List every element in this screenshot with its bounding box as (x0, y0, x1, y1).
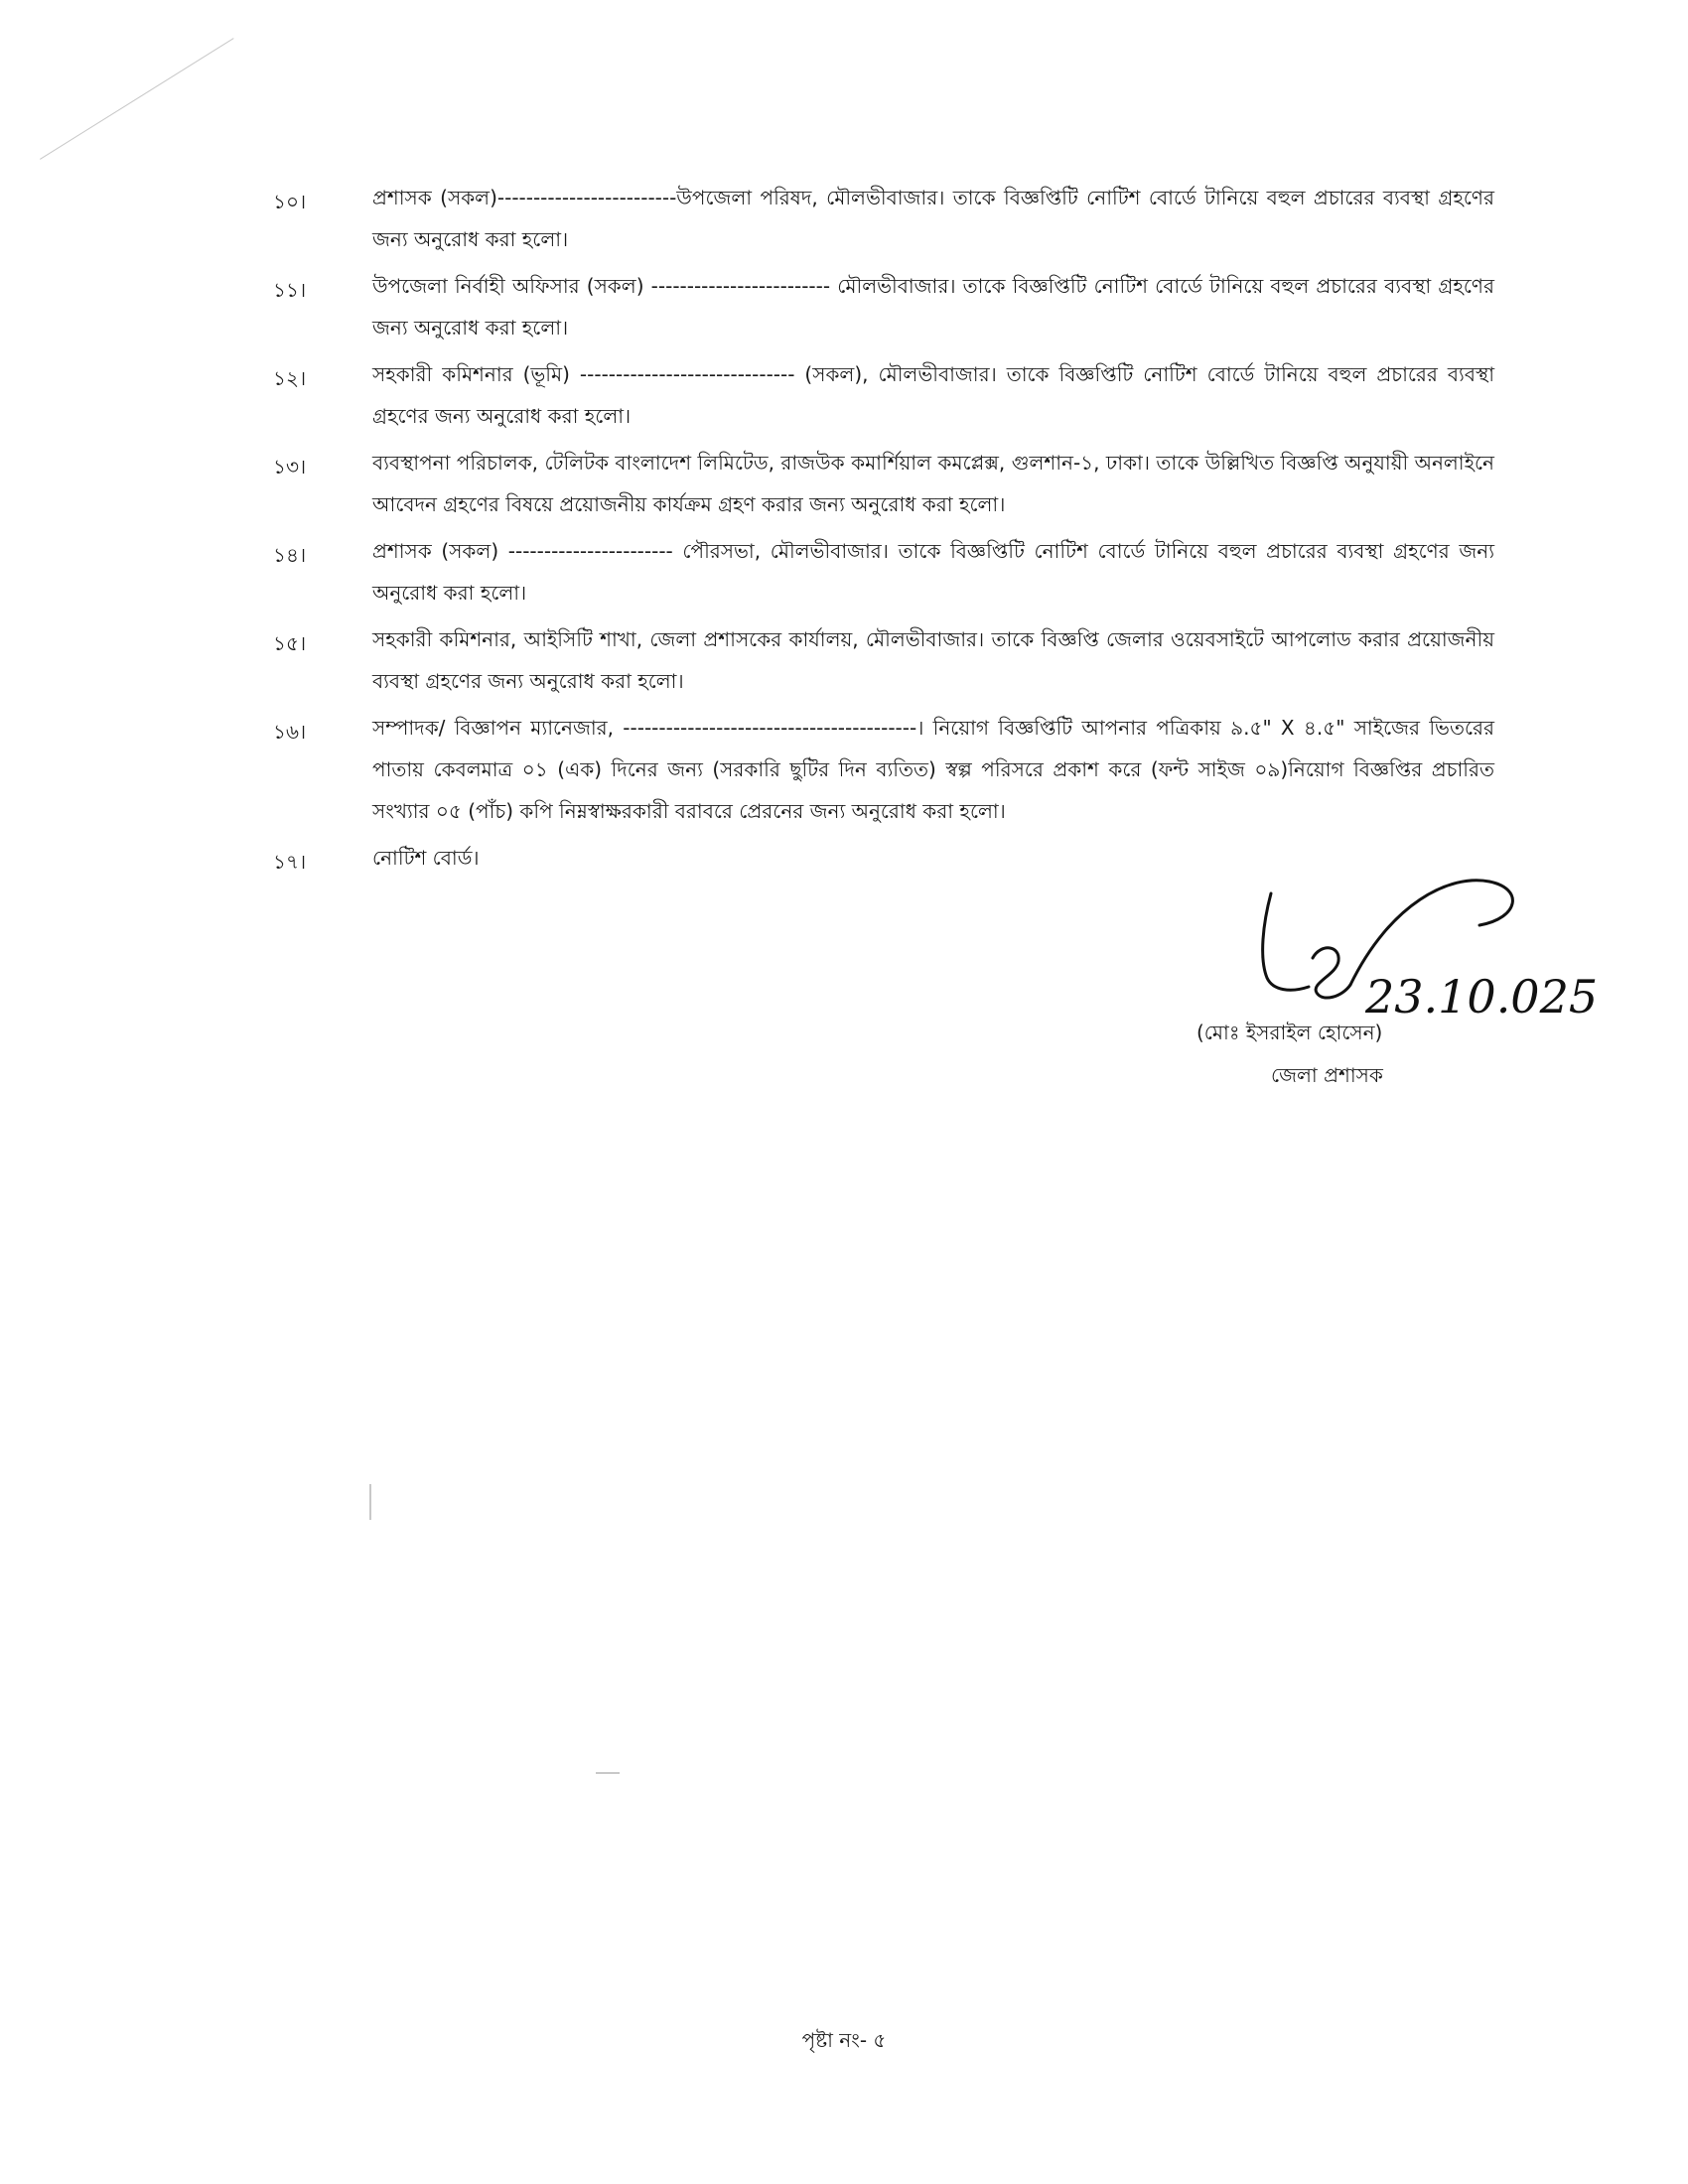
signature-date: 23.10.025 (1365, 970, 1599, 1024)
scan-artifact (40, 38, 234, 160)
item-text: সম্পাদক/ বিজ্ঞাপন ম্যানেজার, -----------------------------------------। নিয়োগ বিজ্ঞপ্তিটি আপনার পত্রিকায় ৯.৫" X ৪.৫" সাইজের ভিতরের পাতায় কেবলমাত্র ০১ (এক) দিনের জন্য (সরকারি ছুটির দিন ব্যতিত) স্বল্প পরিসরে প্রকাশ করে (ফন্ট সাইজ ০৯)নিয়োগ বিজ্ঞপ্তির প্রচারিত সংখ্যার ০৫ (পাঁচ) কপি নিম্নস্বাক্ষরকারী বরাবরে প্রেরনের জন্য অনুরোধ করা হলো। (372, 716, 1494, 823)
handwritten-signature (1251, 864, 1628, 1027)
distribution-list (273, 177, 1494, 884)
list-item (273, 353, 1494, 437)
list-item (273, 177, 1494, 260)
item-number: ১২। (273, 366, 307, 390)
item-text: সহকারী কমিশনার (ভূমি) ------------------------------ (সকল), মৌলভীবাজার। তাকে বিজ্ঞপ্তিটি নোটিশ বোর্ডে টানিয়ে বহুল প্রচারের ব্যবস্থা গ্রহণের জন্য অনুরোধ করা হলো। (372, 362, 1494, 428)
signer-title: জেলা প্রশাসক (1271, 1063, 1383, 1087)
item-text: ব্যবস্থাপনা পরিচালক, টেলিটক বাংলাদেশ লিমিটেড, রাজউক কমার্শিয়াল কমপ্লেক্স, গুলশান-১, ঢাকা। তাকে উল্লিখিত বিজ্ঞপ্তি অনুযায়ী অনলাইনে আবেদন গ্রহণের বিষয়ে প্রয়োজনীয় কার্যক্রম গ্রহণ করার জন্য অনুরোধ করা হলো। (372, 451, 1494, 516)
page-number: পৃষ্টা নং- ৫ (801, 2028, 887, 2052)
list-item (273, 618, 1494, 702)
item-text: সহকারী কমিশনার, আইসিটি শাখা, জেলা প্রশাসকের কার্যালয়, মৌলভীবাজার। তাকে বিজ্ঞপ্তি জেলার ওয়েবসাইটে আপলোড করার প্রয়োজনীয় ব্যবস্থা গ্রহণের জন্য অনুরোধ করা হলো। (372, 627, 1494, 693)
list-item (273, 707, 1494, 832)
item-number: ১৩। (273, 455, 307, 478)
scan-artifact (596, 1772, 620, 1774)
item-number: ১৪। (273, 543, 307, 567)
item-text: প্রশাসক (সকল) ----------------------- পৌরসভা, মৌলভীবাজার। তাকে বিজ্ঞপ্তিটি নোটিশ বোর্ডে টানিয়ে বহুল প্রচারের ব্যবস্থা গ্রহণের জন্য অনুরোধ করা হলো। (372, 539, 1494, 605)
signature-block (1162, 864, 1628, 1102)
signer-name: (মোঃ ইসরাইল হোসেন) (1196, 1021, 1383, 1044)
item-number: ১১। (273, 278, 307, 302)
item-text: প্রশাসক (সকল)-------------------------উপজেলা পরিষদ, মৌলভীবাজার। তাকে বিজ্ঞপ্তিটি নোটিশ বোর্ডে টানিয়ে বহুল প্রচারের ব্যবস্থা গ্রহণের জন্য অনুরোধ করা হলো। (372, 186, 1494, 251)
list-item (273, 530, 1494, 614)
scan-artifact (369, 1484, 371, 1520)
item-number: ১৫। (273, 631, 307, 655)
list-item (273, 265, 1494, 348)
item-number: ১৭। (273, 850, 307, 874)
item-number: ১৬। (273, 720, 307, 744)
item-text: নোটিশ বোর্ড। (372, 846, 480, 870)
list-item (273, 442, 1494, 525)
item-number: ১০। (273, 190, 307, 213)
item-text: উপজেলা নির্বাহী অফিসার (সকল) ------------------------- মৌলভীবাজার। তাকে বিজ্ঞপ্তিটি নোটিশ বোর্ডে টানিয়ে বহুল প্রচারের ব্যবস্থা গ্রহণের জন্য অনুরোধ করা হলো। (372, 274, 1494, 340)
